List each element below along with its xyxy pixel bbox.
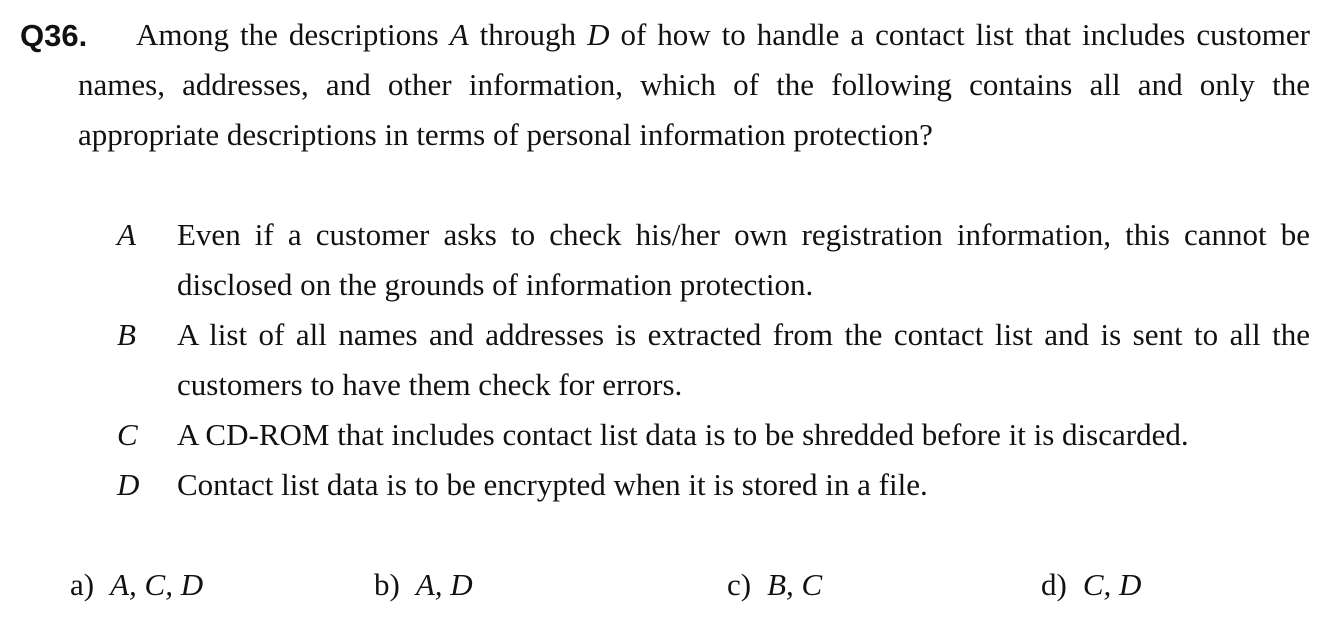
question-number: Q36. [20, 18, 88, 53]
description-item-a [0, 210, 1330, 310]
stem-item-ref-d: D [587, 17, 610, 52]
answer-label: c) [727, 567, 752, 602]
question-stem [78, 10, 1310, 160]
description-letter: A [117, 217, 136, 252]
description-list [0, 210, 1330, 510]
description-letter: B [117, 317, 136, 352]
answer-choice-text: C, D [1082, 567, 1142, 602]
description-letter: D [117, 467, 140, 502]
stem-text-3: of how to handle a contact list that includes customer names, addresses, and other information, which of the following contains all and only the appropriate descriptions in terms of personal information protection? [78, 17, 1310, 152]
description-item-d [0, 460, 1330, 510]
answer-choice-text: B, C [767, 567, 823, 602]
answer-choice-text: A, C, D [110, 567, 204, 602]
answer-option-b[interactable] [374, 560, 473, 610]
stem-item-ref-a: A [449, 17, 469, 52]
stem-text-1: Among the descriptions [136, 17, 450, 52]
description-text: A CD-ROM that includes contact list data is to be shredded before it is discarded. [177, 417, 1189, 452]
description-item-b [0, 310, 1330, 410]
answer-label: a) [70, 567, 95, 602]
answer-label: b) [374, 567, 400, 602]
description-text: Even if a customer asks to check his/her own registration information, this cannot be disclosed on the grounds of information protection. [177, 217, 1310, 302]
answer-choice-text: A, D [415, 567, 473, 602]
description-text: Contact list data is to be encrypted when it is stored in a file. [177, 467, 928, 502]
stem-text-2: through [468, 17, 588, 52]
answer-option-a[interactable] [70, 560, 203, 610]
description-text: A list of all names and addresses is extracted from the contact list and is sent to all the customers to have them check for errors. [177, 317, 1310, 402]
description-item-c [0, 410, 1330, 460]
description-letter: C [117, 417, 138, 452]
answer-option-d[interactable] [1041, 560, 1141, 610]
answer-label: d) [1041, 567, 1067, 602]
answer-choices [0, 560, 1330, 610]
answer-option-c[interactable] [727, 560, 822, 610]
